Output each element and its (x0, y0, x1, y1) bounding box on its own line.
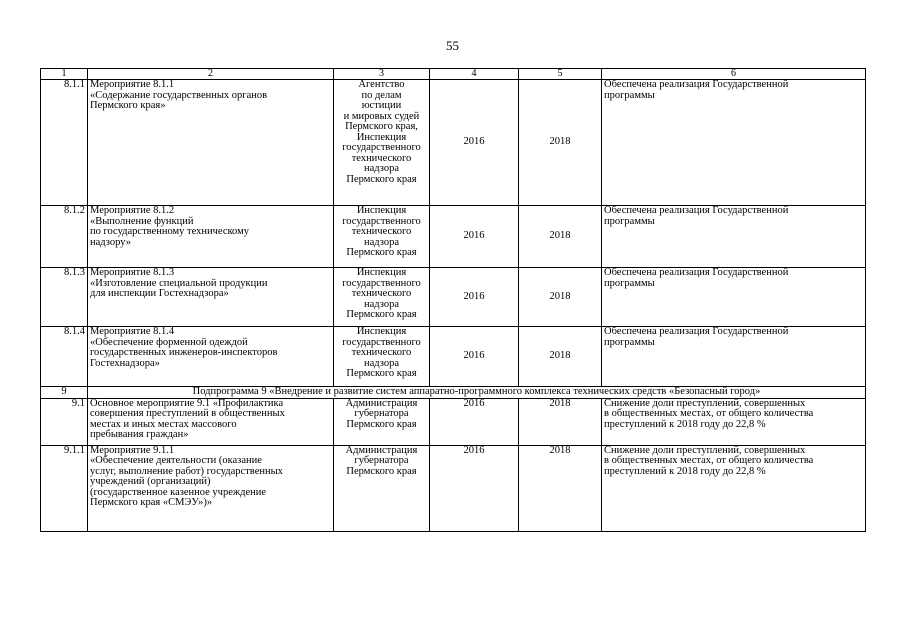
subprogram-number: 9 (41, 387, 88, 399)
end-year: 2018 (519, 445, 602, 531)
header-cell-4: 4 (430, 69, 519, 80)
end-year: 2018 (519, 398, 602, 445)
header-cell-3: 3 (334, 69, 430, 80)
start-year: 2016 (430, 398, 519, 445)
header-cell-5: 5 (519, 69, 602, 80)
start-year: 2016 (430, 80, 519, 206)
header-cell-1: 1 (41, 69, 88, 80)
row-number: 8.1.1 (41, 80, 88, 206)
event-name: Мероприятие 8.1.1 «Содержание государственных органов Пермского края» (88, 80, 334, 206)
end-year: 2018 (519, 80, 602, 206)
row-number: 8.1.4 (41, 327, 88, 387)
expected-result: Обеспечена реализация Государственной программы (602, 206, 866, 268)
start-year: 2016 (430, 268, 519, 327)
responsible-executor: Инспекция государственного технического надзора Пермского края (334, 327, 430, 387)
event-name: Мероприятие 8.1.3 «Изготовление специальной продукции для инспекции Гостехнадзора» (88, 268, 334, 327)
table-row (41, 206, 866, 268)
end-year: 2018 (519, 206, 602, 268)
table-row (41, 268, 866, 327)
table-row (41, 445, 866, 531)
row-number: 9.1.1 (41, 445, 88, 531)
start-year: 2016 (430, 206, 519, 268)
table-row (41, 80, 866, 206)
responsible-executor: Инспекция государственного технического надзора Пермского края (334, 268, 430, 327)
responsible-executor: Инспекция государственного технического надзора Пермского края (334, 206, 430, 268)
expected-result: Снижение доли преступлений, совершенных в общественных местах, от общего количества преступлений к 2018 году до 22,8 % (602, 445, 866, 531)
start-year: 2016 (430, 327, 519, 387)
page-number: 55 (446, 38, 459, 53)
responsible-executor: Администрация губернатора Пермского края (334, 398, 430, 445)
start-year: 2016 (430, 445, 519, 531)
responsible-executor: Администрация губернатора Пермского края (334, 445, 430, 531)
end-year: 2018 (519, 268, 602, 327)
expected-result: Снижение доли преступлений, совершенных в общественных местах, от общего количества преступлений к 2018 году до 22,8 % (602, 398, 866, 445)
header-cell-6: 6 (602, 69, 866, 80)
row-number: 9.1 (41, 398, 88, 445)
event-name: Мероприятие 8.1.4 «Обеспечение форменной одеждой государственных инженеров-инспекторов Гостехнадзора» (88, 327, 334, 387)
row-number: 8.1.3 (41, 268, 88, 327)
column-number-header (41, 69, 866, 80)
subprogram-title: Подпрограмма 9 «Внедрение и развитие систем аппаратно-программного комплекса технических средств «Безопасный город» (88, 387, 866, 399)
responsible-executor: Агентство по делам юстиции и мировых судей Пермского края, Инспекция государственного технического надзора Пермского края (334, 80, 430, 206)
event-name: Мероприятие 9.1.1 «Обеспечение деятельности (оказание услуг, выполнение работ) государственных учреждений (организаций) (государственное казенное учреждение Пермского края «СМЭУ»)» (88, 445, 334, 531)
end-year: 2018 (519, 327, 602, 387)
subprogram-row (41, 387, 866, 399)
expected-result: Обеспечена реализация Государственной программы (602, 268, 866, 327)
table-row (41, 398, 866, 445)
expected-result: Обеспечена реализация Государственной программы (602, 80, 866, 206)
expected-result: Обеспечена реализация Государственной программы (602, 327, 866, 387)
program-table (40, 68, 866, 532)
row-number: 8.1.2 (41, 206, 88, 268)
header-cell-2: 2 (88, 69, 334, 80)
table-row (41, 327, 866, 387)
event-name: Мероприятие 8.1.2 «Выполнение функций по государственному техническому надзору» (88, 206, 334, 268)
event-name: Основное мероприятие 9.1 «Профилактика совершения преступлений в общественных местах и иных местах массового пребывания граждан» (88, 398, 334, 445)
